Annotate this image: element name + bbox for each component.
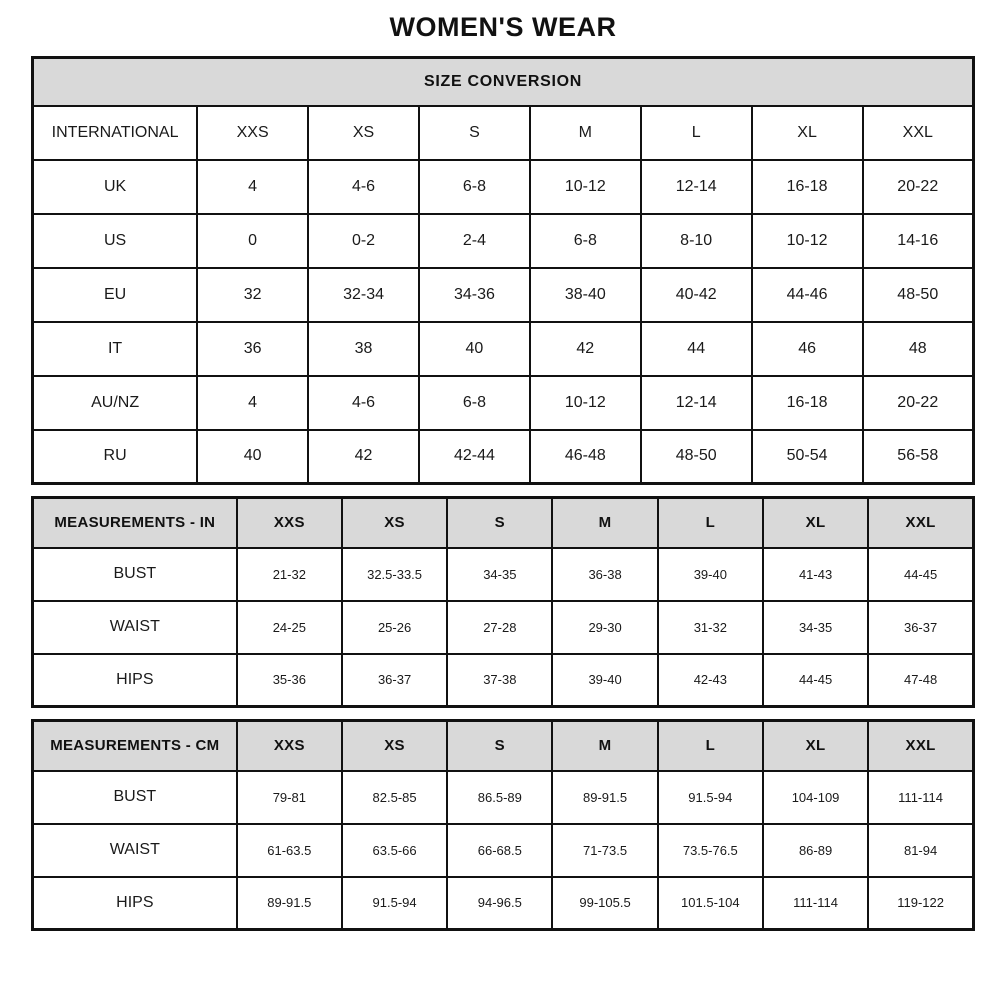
size-value-cell: 46-48: [530, 430, 641, 484]
row-label: UK: [33, 160, 198, 214]
column-header-row: [33, 721, 974, 771]
column-header-m: M: [552, 721, 657, 771]
size-value-cell: 48-50: [863, 268, 974, 322]
table-row: [33, 601, 974, 654]
column-header-xl: XL: [763, 498, 868, 548]
size-value-cell: 32: [197, 268, 308, 322]
size-value-cell: 71-73.5: [552, 824, 657, 877]
size-value-cell: 27-28: [447, 601, 552, 654]
size-value-cell: 31-32: [658, 601, 763, 654]
table-title-row: [33, 58, 974, 106]
size-value-cell: 42-44: [419, 430, 530, 484]
size-value-cell: 44-45: [868, 548, 973, 601]
size-value-cell: 10-12: [530, 160, 641, 214]
size-value-cell: 119-122: [868, 877, 973, 930]
column-header-measurements-in: MEASUREMENTS - IN: [33, 498, 237, 548]
size-value-cell: 34-35: [447, 548, 552, 601]
size-value-cell: 44: [641, 322, 752, 376]
size-value-cell: 47-48: [868, 654, 973, 707]
size-value-cell: 111-114: [763, 877, 868, 930]
size-value-cell: 4-6: [308, 376, 419, 430]
column-header-m: M: [552, 498, 657, 548]
row-label: EU: [33, 268, 198, 322]
size-value-cell: 4: [197, 160, 308, 214]
size-value-cell: 63.5-66: [342, 824, 447, 877]
size-value-cell: 32.5-33.5: [342, 548, 447, 601]
size-value-cell: 91.5-94: [342, 877, 447, 930]
column-header-l: L: [658, 721, 763, 771]
size-value-cell: 104-109: [763, 771, 868, 824]
size-value-cell: 44-46: [752, 268, 863, 322]
column-header-s: S: [447, 498, 552, 548]
column-header-m: M: [530, 106, 641, 160]
column-header-xl: XL: [752, 106, 863, 160]
column-header-l: L: [641, 106, 752, 160]
row-label: HIPS: [33, 654, 237, 707]
size-value-cell: 42: [530, 322, 641, 376]
size-value-cell: 46: [752, 322, 863, 376]
column-header-international: INTERNATIONAL: [33, 106, 198, 160]
size-value-cell: 0: [197, 214, 308, 268]
table-row: [33, 322, 974, 376]
size-value-cell: 101.5-104: [658, 877, 763, 930]
size-value-cell: 12-14: [641, 160, 752, 214]
size-value-cell: 20-22: [863, 376, 974, 430]
size-value-cell: 25-26: [342, 601, 447, 654]
size-value-cell: 14-16: [863, 214, 974, 268]
column-header-xxs: XXS: [237, 721, 342, 771]
size-value-cell: 79-81: [237, 771, 342, 824]
size-value-cell: 6-8: [530, 214, 641, 268]
size-value-cell: 29-30: [552, 601, 657, 654]
row-label: US: [33, 214, 198, 268]
size-value-cell: 42-43: [658, 654, 763, 707]
size-value-cell: 6-8: [419, 160, 530, 214]
size-value-cell: 4: [197, 376, 308, 430]
size-value-cell: 16-18: [752, 376, 863, 430]
column-header-xxs: XXS: [237, 498, 342, 548]
size-value-cell: 12-14: [641, 376, 752, 430]
row-label: WAIST: [33, 601, 237, 654]
size-value-cell: 73.5-76.5: [658, 824, 763, 877]
size-value-cell: 89-91.5: [552, 771, 657, 824]
size-value-cell: 8-10: [641, 214, 752, 268]
size-value-cell: 20-22: [863, 160, 974, 214]
row-label: RU: [33, 430, 198, 484]
column-header-row: [33, 106, 974, 160]
row-label: IT: [33, 322, 198, 376]
size-value-cell: 2-4: [419, 214, 530, 268]
size-value-cell: 34-36: [419, 268, 530, 322]
column-header-xl: XL: [763, 721, 868, 771]
column-header-s: S: [447, 721, 552, 771]
size-value-cell: 24-25: [237, 601, 342, 654]
size-value-cell: 82.5-85: [342, 771, 447, 824]
size-value-cell: 16-18: [752, 160, 863, 214]
row-label: WAIST: [33, 824, 237, 877]
size-value-cell: 35-36: [237, 654, 342, 707]
size-conversion-table: [31, 56, 975, 485]
size-value-cell: 44-45: [763, 654, 868, 707]
size-value-cell: 61-63.5: [237, 824, 342, 877]
measurements-cm-table: [31, 719, 975, 931]
column-header-row: [33, 498, 974, 548]
size-value-cell: 37-38: [447, 654, 552, 707]
column-header-l: L: [658, 498, 763, 548]
table-row: [33, 268, 974, 322]
table-row: [33, 548, 974, 601]
size-value-cell: 36-38: [552, 548, 657, 601]
column-header-xxl: XXL: [868, 498, 973, 548]
row-label: AU/NZ: [33, 376, 198, 430]
size-value-cell: 40: [419, 322, 530, 376]
table-row: [33, 771, 974, 824]
table-row: [33, 160, 974, 214]
size-value-cell: 39-40: [552, 654, 657, 707]
column-header-xs: XS: [342, 498, 447, 548]
size-value-cell: 21-32: [237, 548, 342, 601]
size-value-cell: 42: [308, 430, 419, 484]
size-value-cell: 86-89: [763, 824, 868, 877]
row-label: HIPS: [33, 877, 237, 930]
size-value-cell: 94-96.5: [447, 877, 552, 930]
size-value-cell: 38: [308, 322, 419, 376]
size-value-cell: 10-12: [530, 376, 641, 430]
size-value-cell: 48: [863, 322, 974, 376]
row-label: BUST: [33, 771, 237, 824]
table-title: SIZE CONVERSION: [33, 58, 974, 106]
column-header-xxs: XXS: [197, 106, 308, 160]
size-value-cell: 50-54: [752, 430, 863, 484]
column-header-xs: XS: [308, 106, 419, 160]
size-value-cell: 32-34: [308, 268, 419, 322]
size-value-cell: 91.5-94: [658, 771, 763, 824]
column-header-measurements-cm: MEASUREMENTS - CM: [33, 721, 237, 771]
table-row: [33, 654, 974, 707]
column-header-xs: XS: [342, 721, 447, 771]
size-value-cell: 36-37: [868, 601, 973, 654]
size-value-cell: 10-12: [752, 214, 863, 268]
size-value-cell: 39-40: [658, 548, 763, 601]
table-row: [33, 430, 974, 484]
size-value-cell: 40: [197, 430, 308, 484]
column-header-s: S: [419, 106, 530, 160]
size-value-cell: 86.5-89: [447, 771, 552, 824]
measurements-in-table: [31, 496, 975, 708]
column-header-xxl: XXL: [863, 106, 974, 160]
size-value-cell: 81-94: [868, 824, 973, 877]
size-value-cell: 66-68.5: [447, 824, 552, 877]
size-value-cell: 36: [197, 322, 308, 376]
size-value-cell: 111-114: [868, 771, 973, 824]
table-row: [33, 824, 974, 877]
table-row: [33, 376, 974, 430]
size-value-cell: 36-37: [342, 654, 447, 707]
row-label: BUST: [33, 548, 237, 601]
size-value-cell: 6-8: [419, 376, 530, 430]
table-row: [33, 214, 974, 268]
size-value-cell: 56-58: [863, 430, 974, 484]
size-value-cell: 99-105.5: [552, 877, 657, 930]
size-value-cell: 41-43: [763, 548, 868, 601]
column-header-xxl: XXL: [868, 721, 973, 771]
size-value-cell: 89-91.5: [237, 877, 342, 930]
size-value-cell: 4-6: [308, 160, 419, 214]
size-value-cell: 48-50: [641, 430, 752, 484]
size-value-cell: 40-42: [641, 268, 752, 322]
size-value-cell: 0-2: [308, 214, 419, 268]
page-title: WOMEN'S WEAR: [389, 12, 617, 42]
size-value-cell: 38-40: [530, 268, 641, 322]
table-row: [33, 877, 974, 930]
size-value-cell: 34-35: [763, 601, 868, 654]
